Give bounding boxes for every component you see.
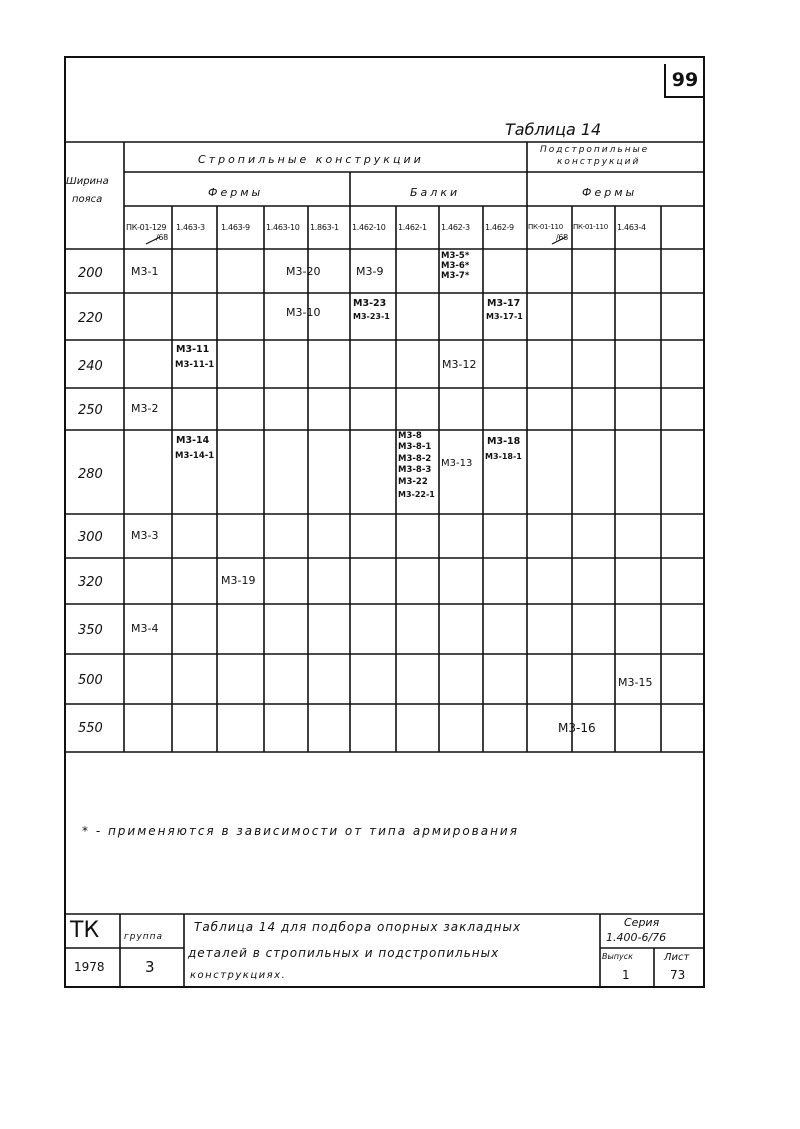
col-code-12: 1.463-4	[617, 223, 646, 232]
title-line2: деталей в стропильных и подстропильных	[188, 946, 500, 960]
cell-280-c7-a: М3-8	[398, 431, 422, 441]
col-code-4: 1.463-10	[266, 223, 300, 232]
width-label-line2: пояса	[72, 194, 103, 205]
col-code-10: ПК-01-110	[528, 223, 563, 231]
width-label-line1: Ширина	[66, 176, 109, 187]
row-width-250: 250	[78, 403, 103, 418]
row-width-280: 280	[78, 467, 103, 482]
cell-240-c8: М3-12	[442, 358, 477, 371]
cell-550-c10: М3-16	[558, 721, 596, 735]
cell-280-c7-d: М3-8-3	[398, 465, 432, 475]
row-width-200: 200	[78, 266, 103, 281]
group-subrafter-line1: Подстропильные	[540, 145, 650, 155]
cell-280-c7-e: М3-22	[398, 477, 428, 487]
col-code-3: 1.463-9	[221, 223, 250, 232]
cell-220-c9-b: М3-17-1	[486, 312, 523, 321]
cell-280-c2-b: М3-14-1	[175, 451, 215, 461]
row-width-550: 550	[78, 721, 103, 736]
issue-value: 1	[622, 968, 630, 982]
col-code-8: 1.462-3	[441, 223, 470, 232]
sheet-value: 73	[670, 968, 686, 982]
col-code-6: 1.462-10	[352, 223, 386, 232]
cell-300-c1: М3-3	[131, 529, 159, 542]
cell-280-c7-c: М3-8-2	[398, 454, 432, 464]
table-caption: Таблица 14	[505, 120, 602, 139]
group-value: 3	[145, 958, 155, 976]
sheet-label: Лист	[664, 952, 690, 963]
cell-200-c8-b: М3-6*	[441, 261, 470, 271]
row-width-500: 500	[78, 673, 103, 688]
series-label: Серия	[624, 916, 660, 929]
cell-240-c2-a: М3-11	[176, 344, 210, 355]
cell-240-c2-b: М3-11-1	[175, 360, 215, 370]
cell-200-c1: М3-1	[131, 265, 159, 278]
col-code-1: ПК-01-129	[126, 223, 167, 232]
col-code-9: 1.462-9	[485, 223, 514, 232]
col-suffix-1: /68	[156, 233, 168, 242]
col-code-11: ПК-01-110	[573, 223, 608, 231]
cell-350-c1: М3-4	[131, 622, 159, 635]
cell-220-c4: М3-10	[286, 306, 321, 319]
cell-280-c2-a: М3-14	[176, 435, 210, 446]
col-code-7: 1.462-1	[398, 223, 427, 232]
cell-200-c8-a: М3-5*	[441, 251, 470, 261]
cell-250-c1: М3-2	[131, 402, 159, 415]
col-code-2: 1.463-3	[176, 223, 205, 232]
cell-280-c9-b: М3-18-1	[485, 452, 522, 461]
row-width-220: 220	[78, 311, 103, 326]
org-code: ТК	[70, 918, 100, 943]
row-width-350: 350	[78, 623, 103, 638]
title-line1: Таблица 14 для подбора опорных закладных	[194, 920, 522, 934]
cell-200-c4: М3-20	[286, 265, 321, 278]
cell-220-c6-a: М3-23	[353, 298, 387, 309]
cell-280-c7-f: М3-22-1	[398, 490, 435, 499]
row-width-300: 300	[78, 530, 103, 545]
cell-500-c12: М3-15	[618, 676, 653, 689]
cell-220-c6-b: М3-23-1	[353, 312, 390, 321]
group-label: группа	[124, 932, 164, 942]
title-line3: конструкциях.	[190, 970, 287, 981]
sub-trusses-header: Фермы	[208, 186, 264, 199]
sub-trusses-2-header: Фермы	[582, 186, 638, 199]
row-width-240: 240	[78, 359, 103, 374]
cell-200-c6: М3-9	[356, 265, 384, 278]
group-rafter-header: Стропильные конструкции	[198, 153, 424, 166]
issue-label: Выпуск	[602, 952, 633, 961]
col-code-5: 1.863-1	[310, 223, 339, 232]
cell-200-c8-c: М3-7*	[441, 271, 470, 281]
cell-280-c7-b: М3-8-1	[398, 442, 432, 452]
group-subrafter-line2: конструкций	[557, 157, 641, 167]
series-value: 1.400-6/76	[606, 931, 667, 944]
cell-320-c3: М3-19	[221, 574, 256, 587]
cell-280-c8: М3-13	[441, 458, 473, 469]
sub-beams-header: Балки	[410, 186, 461, 199]
cell-220-c9-a: М3-17	[487, 298, 521, 309]
sheet-number: 99	[664, 64, 704, 98]
footnote: * - применяются в зависимости от типа армирования	[82, 824, 519, 838]
cell-280-c9-a: М3-18	[487, 436, 521, 447]
row-width-320: 320	[78, 575, 103, 590]
col-suffix-10: /68	[556, 233, 568, 242]
year: 1978	[74, 960, 105, 974]
